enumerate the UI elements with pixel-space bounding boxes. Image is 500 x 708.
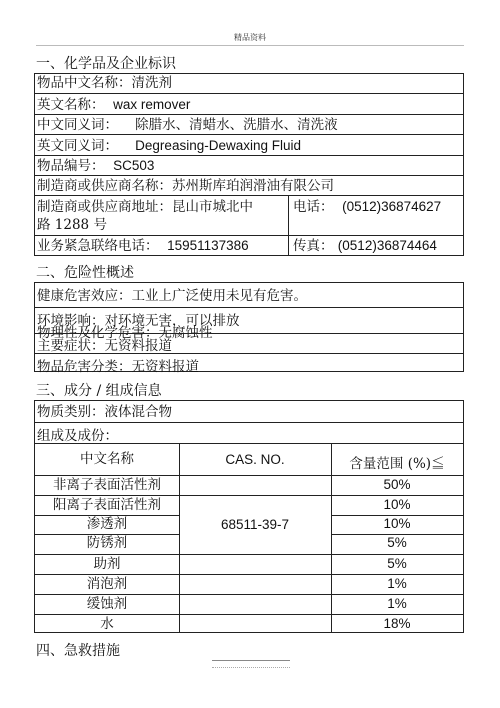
cn-syn-value: 除腊水、清蜡水、洗腊水、清洗液	[135, 117, 338, 133]
section-4-title: 四、急救措施	[36, 643, 120, 659]
footer-rule	[212, 660, 290, 661]
row-cn-name	[35, 74, 463, 94]
component-percent: 1%	[387, 576, 407, 591]
composition-label: 组成及成份：	[37, 428, 118, 444]
item-no-label: 物品编号：	[37, 158, 105, 174]
component-percent: 18%	[383, 615, 411, 631]
header-rule	[36, 45, 464, 46]
item-no-value: SC503	[113, 158, 155, 173]
maker-label: 制造商或供应商名称：	[37, 178, 172, 194]
en-name-value: wax remover	[113, 97, 191, 112]
cn-syn-label: 中文同义词：	[37, 117, 118, 133]
type-value: 液体混合物	[104, 404, 172, 420]
component-name: 非离子表面活性剂	[53, 477, 161, 493]
section-3-title: 三、成分 / 组成信息	[36, 383, 162, 399]
cn-name-label: 物品中文名称：	[37, 75, 132, 91]
component-name: 水	[100, 615, 114, 632]
composition-table	[34, 400, 464, 633]
en-syn-label: 英文同义词：	[37, 138, 118, 154]
fax-value: (0512)36874464	[337, 238, 437, 253]
env-text: 环境影响：对环境无害，可以排放	[37, 313, 240, 329]
col-header-cas: CAS. NO.	[225, 452, 285, 467]
addr-label: 制造商或供应商地址：	[37, 199, 172, 215]
cas-value: 68511-39-7	[220, 517, 290, 532]
grid-top-rule	[35, 443, 463, 444]
row-substance-type	[35, 401, 463, 423]
footer-dots	[212, 667, 290, 668]
component-name: 缓蚀剂	[86, 595, 128, 612]
hazard-rule-2	[35, 353, 463, 354]
physchem-text: 物理性及化学危害：无腐蚀性	[37, 325, 213, 341]
type-label: 物质类别：	[37, 404, 105, 420]
composition-row	[35, 534, 463, 553]
phone-value: (0512)36874627	[342, 199, 442, 214]
cn-name-value: 清洗剂	[131, 75, 172, 91]
component-name: 渗透剂	[86, 515, 128, 532]
row-cn-synonyms	[35, 115, 463, 135]
component-percent: 10%	[383, 515, 411, 531]
row-rule-left	[35, 515, 179, 516]
row-health: 健康危害效应：工业上广泛使用未见有危害。	[35, 283, 463, 308]
col-header-range: 含量范围 (%)≦	[349, 456, 445, 472]
phone-label: 电话：	[293, 199, 334, 215]
en-syn-value: Degreasing-Dewaxing Fluid	[135, 138, 302, 153]
component-name: 阳离子表面活性剂	[53, 496, 161, 513]
maker-value: 苏州斯库珀润滑油有限公司	[172, 178, 334, 194]
emerg-value: 15951137386	[167, 238, 249, 253]
composition-row	[35, 554, 463, 574]
en-name-label: 英文名称：	[37, 97, 105, 113]
component-name: 防锈剂	[86, 535, 128, 552]
row-emergency	[35, 236, 463, 256]
composition-row	[35, 574, 463, 594]
row-rule-right	[331, 515, 463, 516]
composition-row	[35, 475, 463, 495]
component-percent: 10%	[383, 496, 411, 512]
composition-grid	[35, 443, 463, 632]
identification-table	[34, 73, 464, 256]
section-1-title: 一、化学品及企业标识	[36, 56, 176, 72]
row-item-no	[35, 156, 463, 176]
hazard-table	[34, 282, 464, 375]
row-en-name	[35, 94, 463, 115]
header-mark: 精品资料	[234, 33, 266, 42]
row-rule-right	[331, 534, 463, 535]
symptoms-text: 主要症状：无资料报道	[37, 338, 172, 354]
component-name: 助剂	[93, 556, 121, 573]
address-divider	[288, 196, 289, 235]
component-percent: 1%	[387, 595, 407, 611]
fax-label: 传真：	[293, 238, 334, 254]
composition-row	[35, 495, 463, 515]
row-address	[35, 196, 463, 236]
component-percent: 5%	[387, 535, 407, 551]
component-percent: 5%	[387, 556, 407, 572]
category-text: 物品危害分类：无资料报道	[37, 359, 199, 375]
addr-line1: 昆山市城北中	[172, 199, 253, 215]
section-2-title: 二、危险性概述	[36, 265, 134, 281]
emerg-label: 业务紧急联络电话：	[37, 238, 159, 254]
emergency-divider	[288, 236, 289, 256]
component-percent: 50%	[383, 477, 411, 492]
row-rule-left	[35, 534, 179, 535]
col-header-name: 中文名称	[80, 451, 134, 467]
addr-line2: 路 1288 号	[37, 217, 107, 233]
composition-row	[35, 614, 463, 634]
row-maker	[35, 176, 463, 196]
composition-row	[35, 515, 463, 534]
composition-row	[35, 594, 463, 614]
row-en-synonyms	[35, 135, 463, 156]
component-name: 消泡剂	[86, 576, 128, 592]
